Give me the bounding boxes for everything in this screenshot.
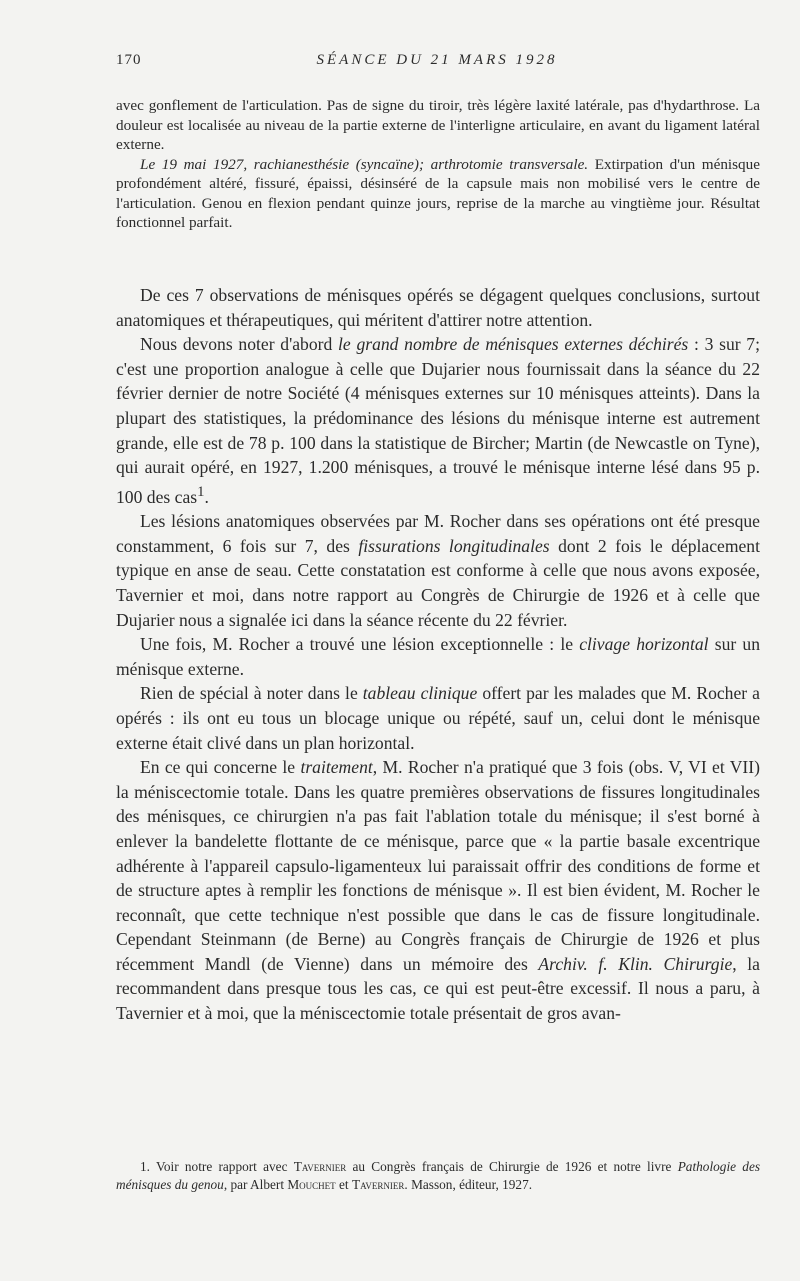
footnote-ref: 1 xyxy=(197,483,205,500)
paragraph: De ces 7 observations de ménisques opérés se dégagent quelques conclusions, surtout anatomiques et thérapeutiques, qui méritent d'attirer notre attention. xyxy=(116,285,760,330)
running-title: SÉANCE DU 21 MARS 1928 xyxy=(316,52,558,68)
paragraph: Une fois, M. Rocher a trouvé une lésion exceptionnelle : le clivage horizontal sur un ménisque externe. xyxy=(116,634,760,679)
paragraph: Rien de spécial à noter dans le tableau clinique offert par les malades que M. Rocher a opérés : ils ont eu tous un blocage unique ou répété, sauf un, celui dont le ménisque externe était clivé dans un plan horizontal. xyxy=(116,683,760,753)
operation-date: Le 19 mai 1927, xyxy=(140,155,248,173)
operation-method: rachianesthésie (syncaïne); arthrotomie transversale. xyxy=(253,155,589,173)
observation-paragraph: avec gonflement de l'articulation. Pas de signe du tiroir, très légère laxité latérale, pas d'hydarthrose. La douleur est localisée au niveau de la partie externe de l'interligne articulaire, en avant du ligament latéral externe. xyxy=(116,97,760,153)
observation-paragraph: Le 19 mai 1927, rachianesthésie (syncaïne); arthrotomie transversale. Extirpation d'un ménisque profondément altéré, fissuré, épaissi, désinséré de la capsule mais non mobilisé vers le centre de l'articulation. Genou en flexion pendant quinze jours, reprise de la marche au vingtième jour. Résultat fonctionnel parfait. xyxy=(116,155,760,231)
paragraph: Les lésions anatomiques observées par M. Rocher dans ses opérations ont été presque constamment, 6 fois sur 7, des fissurations longitudinales dont 2 fois le déplacement typique en anse de seau. Cette constatation est conforme à celle que nous avons exposée, Tavernier et moi, dans notre rapport au Congrès de Chirurgie de 1926 et à celle que Dujarier nous a signalée ici dans la séance récente du 22 février. xyxy=(116,511,760,630)
footnote: 1. Voir notre rapport avec Tavernier au Congrès français de Chirurgie de 1926 et notre livre Pathologie des ménisques du genou, par Albert Mouchet et Tavernier. Masson, éditeur, 1927. xyxy=(116,1159,761,1192)
observation-text xyxy=(116,96,760,233)
paragraph: Nous devons noter d'abord le grand nombre de ménisques externes déchirés : 3 sur 7; c'est une proportion analogue à celle que Dujarier nous fournissait dans la séance du 22 février dernier de notre Société (4 ménisques externes sur 10 ménisques atteints). Dans la plupart des statistiques, la prédominance des lésions du ménisque interne est autrement grande, elle est de 78 p. 100 dans la statistique de Bircher; Martin (de Newcastle on Tyne), qui aurait opéré, en 1927, 1.200 ménisques, a trouvé le ménisque interne lésé dans 95 p. 100 des cas$^1$. xyxy=(116,334,760,507)
body-text xyxy=(116,283,760,1026)
page-number: 170 xyxy=(116,52,142,68)
paragraph: En ce qui concerne le traitement, M. Rocher n'a pratiqué que 3 fois (obs. V, VI et VII) la méniscectomie totale. Dans les quatre premières observations de fissures longitudinales des ménisques, ce chirurgien n'a pas fait l'ablation totale du ménisque; il s'est borné à enlever la bandelette flottante de ce ménisque, parce que « la partie basale excentrique adhérente à l'appareil capsulo-ligamenteux lui paraissait offrir des conditions de forme et de structure aptes à remplir les fonctions de ménisque ». Il est bien évident, M. Rocher le reconnaît, que cette technique n'est possible que dans le cas de fissure longitudinale. Cependant Steinmann (de Berne) au Congrès français de Chirurgie de 1926 et plus récemment Mandl (de Vienne) dans un mémoire des Archiv. f. Klin. Chirurgie, la recommandent dans presque tous les cas, ce qui est peut-être excessif. Il nous a paru, à Tavernier et à moi, que la méniscectomie totale présentait de gros avan- xyxy=(116,757,760,1024)
